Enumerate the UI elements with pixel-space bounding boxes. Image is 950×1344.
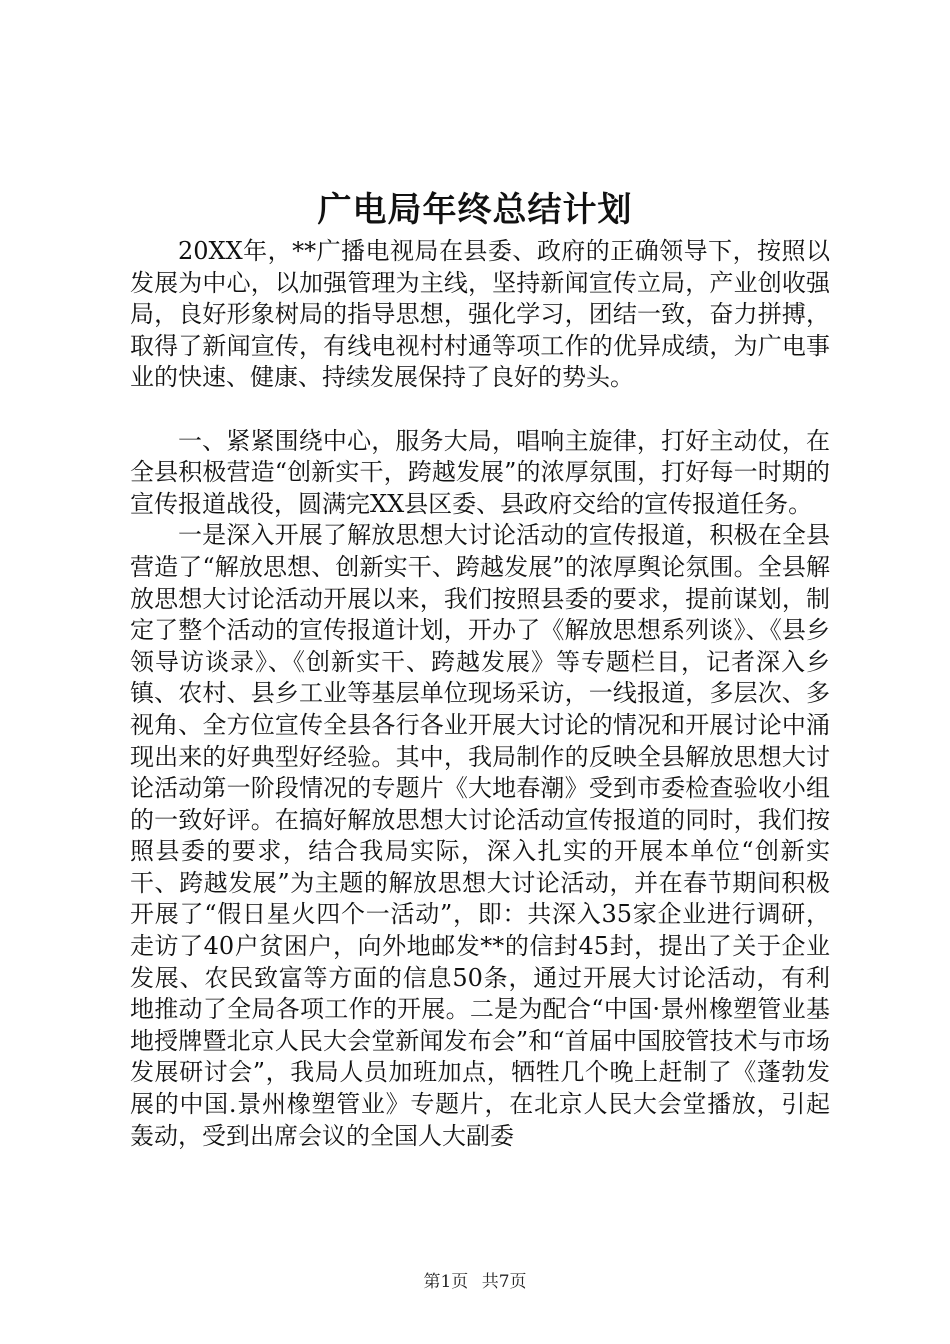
document-title: 广电局年终总结计划 bbox=[317, 190, 633, 230]
page-number: 第1页 bbox=[423, 1272, 469, 1292]
document-body bbox=[130, 236, 830, 1152]
paragraph-section-one-detail: 一是深入开展了解放思想大讨论活动的宣传报道，积极在全县营造了“解放思想、创新实干、跨越发展”的浓厚舆论氛围。全县解放思想大讨论活动开展以来，我们按照县委的要求，提前谋划，制定了整个活动的宣传报道计划，开办了《解放思想系列谈》、《县乡领导访谈录》、《创新实干、跨越发展》等专题栏目，记者深入乡镇、农村、县乡工业等基层单位现场采访，一线报道，多层次、多视角、全方位宣传全县各行各业开展大讨论的情况和开展讨论中涌现出来的好典型好经验。其中，我局制作的反映全县解放思想大讨论活动第一阶段情况的专题片《大地春潮》受到市委检查验收小组的一致好评。在搞好解放思想大讨论活动宣传报道的同时，我们按照县委的要求，结合我局实际，深入扎实的开展本单位“创新实干、跨越发展”为主题的解放思想大讨论活动，并在春节期间积极开展了“假日星火四个一活动”，即：共深入35家企业进行调研，走访了40户贫困户，向外地邮发**的信封45封，提出了关于企业发展、农民致富等方面的信息50条，通过开展大讨论活动，有利地推动了全局各项工作的开展。二是为配合“中国·景州橡塑管业基地授牌暨北京人民大会堂新闻发布会”和“首届中国胶管技术与市场发展研讨会”，我局人员加班加点，牺牲几个晚上赶制了《蓬勃发展的中国.景州橡塑管业》专题片，在北京人民大会堂播放，引起轰动，受到出席会议的全国人大副委 bbox=[130, 521, 830, 1150]
page-total: 共7页 bbox=[481, 1272, 527, 1292]
page-footer bbox=[0, 1270, 950, 1294]
paragraph-section-one: 一、紧紧围绕中心，服务大局，唱响主旋律，打好主动仗，在全县积极营造“创新实干，跨越发展”的浓厚氛围，打好每一时期的宣传报道战役，圆满完XX县区委、县政府交给的宣传报道任务。 bbox=[130, 426, 830, 518]
paragraph-intro: 20XX年，**广播电视局在县委、政府的正确领导下，按照以发展为中心，以加强管理为主线，坚持新闻宣传立局，产业创收强局，良好形象树局的指导思想，强化学习，团结一致，奋力拼搏，取得了新闻宣传，有线电视村村通等项工作的优异成绩，为广电事业的快速、健康、持续发展保持了良好的势头。 bbox=[130, 237, 830, 392]
